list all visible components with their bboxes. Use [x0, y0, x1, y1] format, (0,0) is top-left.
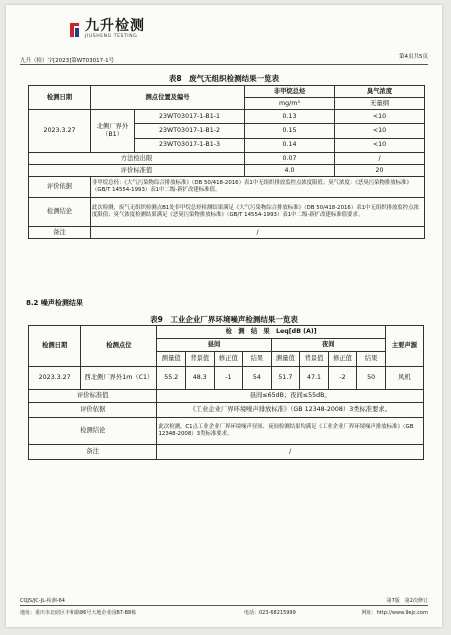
logo-mark-icon — [68, 21, 81, 39]
th-sub: 测量值 — [271, 352, 300, 367]
limit-nmhc: 0.07 — [245, 153, 335, 165]
th-odor-unit: 无量纲 — [335, 98, 425, 110]
std-nmhc: 4.0 — [245, 165, 335, 177]
cell-code: 23WT03017-1-B1-3 — [135, 138, 245, 152]
th-result: 检 测 结 果 Leq[dB (A)] — [157, 326, 385, 339]
cell-nmhc: 0.15 — [245, 124, 335, 138]
cell-date: 2023.3.27 — [29, 110, 91, 153]
noise-table — [28, 325, 424, 460]
footer-address: 地址：重庆市北碚区丰和路86号大地企业园B7-B8栋 — [20, 610, 137, 616]
th-point: 检测点位 — [81, 326, 157, 367]
cell-odor: <10 — [335, 110, 425, 124]
table9-caption: 表9 工业企业厂界环境噪声检测结果一览表 — [150, 315, 298, 324]
exhaust-gas-table — [28, 85, 425, 239]
cell-point: 西北侧厂界外1m（C1） — [81, 367, 157, 390]
footer-rule — [20, 605, 428, 606]
company-logo — [68, 19, 145, 40]
std-label: 评价标准值 — [29, 165, 245, 177]
th-source: 主要声源 — [385, 326, 423, 367]
cell-value: 55.2 — [157, 367, 186, 390]
conclusion-text: 此次检测，废气无组织检测点B1处非甲烷总烃检测结果满足《大气污染物综合排放标准》（DB 50/418-2016）表1中无组织排放监控点浓度限值；臭气浓度检测结果满足《恶臭污染物排放标准》（GB/T 14554-1993）表1中二级-新扩改建标准值要求。 — [91, 198, 425, 227]
cell-value: 51.7 — [271, 367, 300, 390]
th-sub: 结果 — [357, 352, 386, 367]
logo-text: 九升检测 — [85, 18, 145, 34]
cell-location: 北侧厂界外（B1） — [91, 110, 135, 153]
footer-website: 网址：http://www.9ejc.com — [361, 610, 428, 616]
edition-text: 第7版 第2次修订 — [386, 598, 428, 604]
cell-value: 48.3 — [186, 367, 215, 390]
report-number: 九升（检）字[2023]第WT03017-1号 — [20, 58, 115, 64]
th-sub: 修正值 — [214, 352, 243, 367]
std-label: 评价标准值 — [29, 390, 157, 403]
cell-value: 54 — [243, 367, 272, 390]
cell-odor: <10 — [335, 138, 425, 152]
th-sub: 修正值 — [328, 352, 357, 367]
th-date: 检测日期 — [29, 86, 91, 110]
logo-subtext: JIUSHENG TESTING — [85, 34, 138, 39]
cell-odor: <10 — [335, 124, 425, 138]
conclusion-value: 此次检测，C1点工业企业厂界环境噪声昼间、夜间检测结果均满足《工业企业厂界环境噪声排放标准》（GB 12348-2008）3类标准要求。 — [157, 418, 424, 445]
remark-label: 备注 — [29, 445, 157, 460]
header-rule — [20, 64, 428, 65]
cell-nmhc: 0.13 — [245, 110, 335, 124]
form-code: CQJS/JC-JL-检测-64 — [20, 598, 65, 604]
page-number: 第4页共5页 — [399, 54, 428, 60]
remark-value: / — [157, 445, 424, 460]
cell-nmhc: 0.14 — [245, 138, 335, 152]
table8-caption: 表8 废气无组织检测结果一览表 — [168, 74, 280, 83]
table-row — [29, 367, 424, 390]
cell-code: 23WT03017-1-B1-1 — [135, 110, 245, 124]
cell-value: 47.1 — [300, 367, 329, 390]
limit-odor: / — [335, 153, 425, 165]
cell-date: 2023.3.27 — [29, 367, 81, 390]
th-sub: 结果 — [243, 352, 272, 367]
basis-label: 评价依据 — [29, 177, 91, 198]
th-sub: 背景值 — [300, 352, 329, 367]
std-odor: 20 — [335, 165, 425, 177]
th-nmhc: 非甲烷总烃 — [245, 86, 335, 98]
conclusion-label: 检测结论 — [29, 418, 157, 445]
remark-label: 备注 — [29, 227, 91, 239]
th-night: 夜间 — [271, 339, 385, 352]
cell-value: -2 — [328, 367, 357, 390]
basis-text: 非甲烷总烃：《大气污染物综合排放标准》（DB 50/418-2016）表1中无组织排放监控点浓度限值；臭气浓度：《恶臭污染物排放标准》（GB/T 14554-1993）表1中二级-新扩改建标准值。 — [91, 177, 425, 198]
section-heading: 8.2 噪声检测结果 — [26, 299, 83, 307]
th-point: 测点位置及编号 — [91, 86, 245, 110]
th-sub: 背景值 — [186, 352, 215, 367]
footer-phone: 电话：023-68215999 — [244, 610, 296, 616]
cell-value: -1 — [214, 367, 243, 390]
cell-code: 23WT03017-1-B1-2 — [135, 124, 245, 138]
th-day: 昼间 — [157, 339, 271, 352]
remark-value: / — [91, 227, 425, 239]
table-row — [29, 110, 425, 124]
std-value: 昼间≤65dB；夜间≤55dB。 — [157, 390, 424, 403]
th-sub: 测量值 — [157, 352, 186, 367]
th-nmhc-unit: mg/m³ — [245, 98, 335, 110]
basis-label: 评价依据 — [29, 403, 157, 418]
report-page — [6, 5, 442, 627]
conclusion-label: 检测结论 — [29, 198, 91, 227]
th-odor: 臭气浓度 — [335, 86, 425, 98]
cell-value: 50 — [357, 367, 386, 390]
basis-value: 《工业企业厂界环境噪声排放标准》（GB 12348-2008）3类标准要求。 — [157, 403, 424, 418]
th-date: 检测日期 — [29, 326, 81, 367]
cell-source: 风机 — [385, 367, 423, 390]
limit-label: 方法检出限 — [29, 153, 245, 165]
